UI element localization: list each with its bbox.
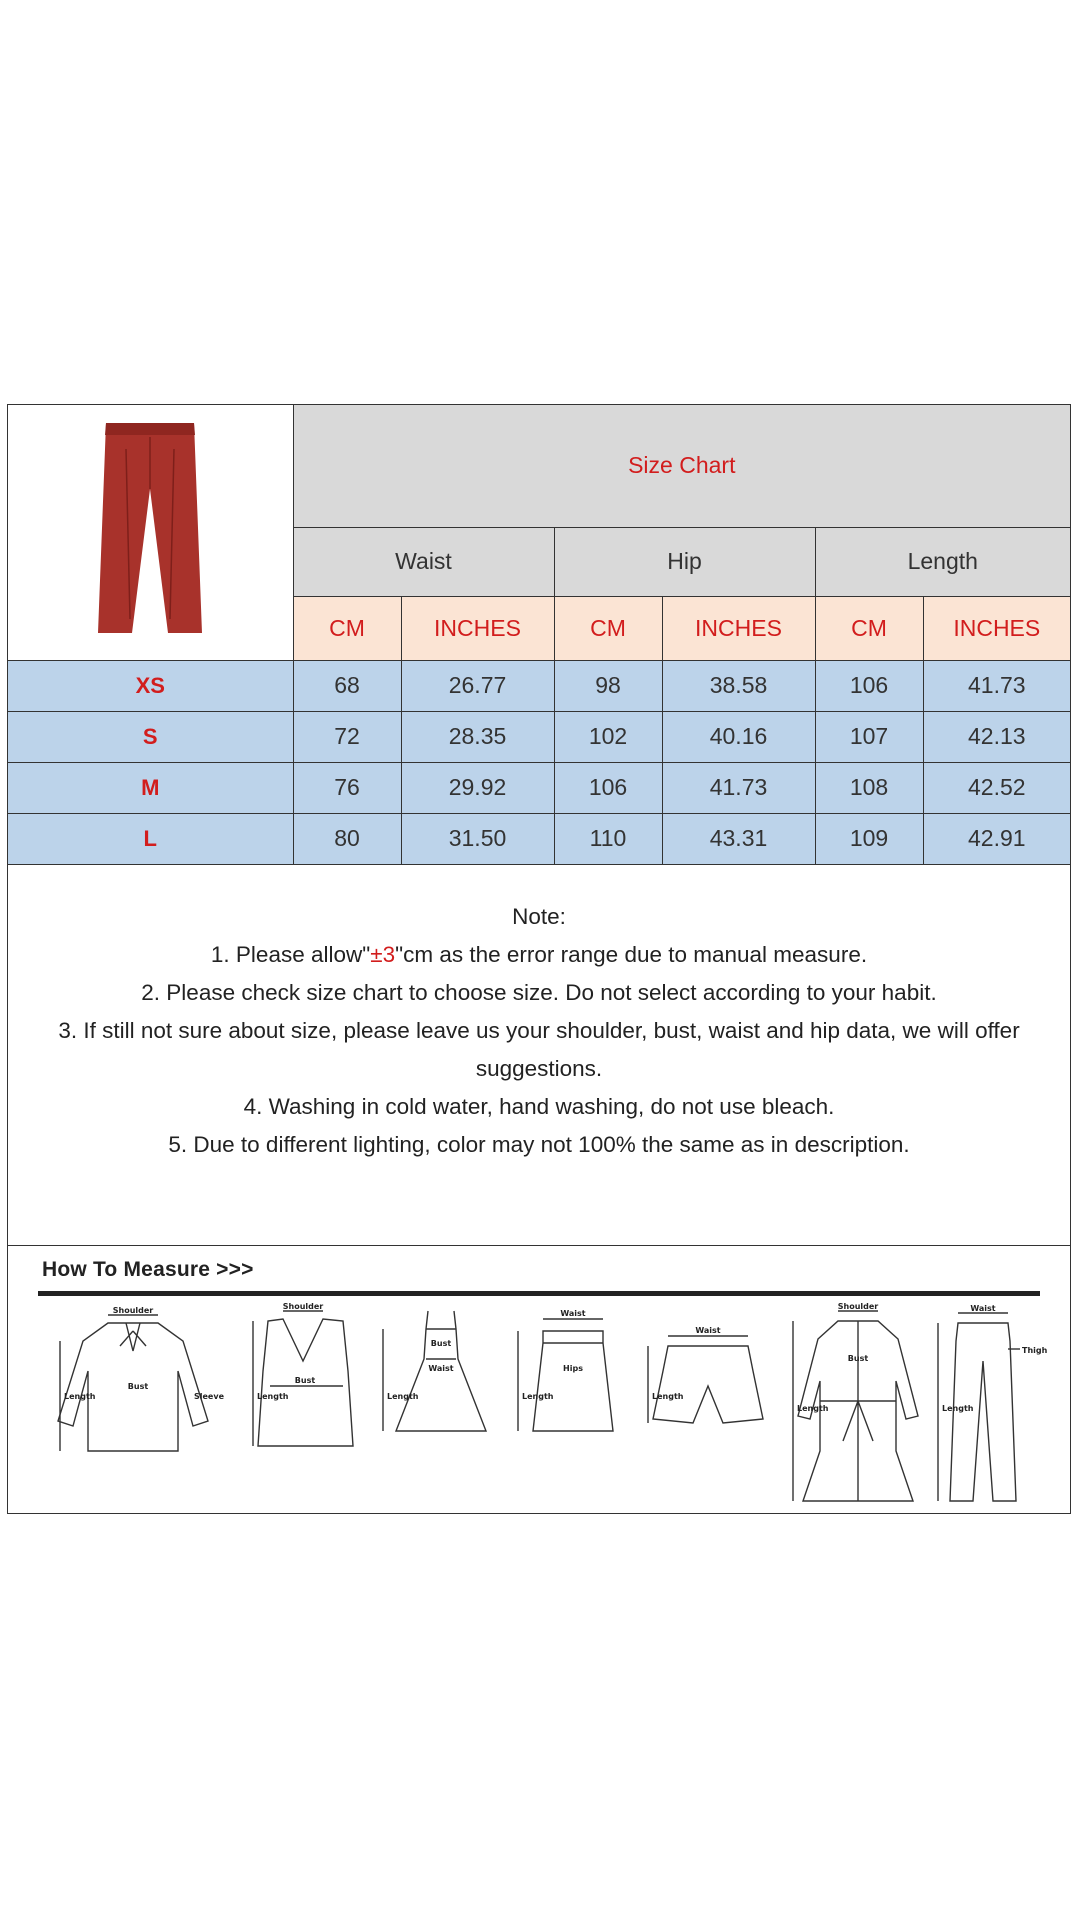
note-line-3-cont: suggestions.: [475, 1056, 603, 1081]
label-length: Length: [522, 1392, 554, 1401]
label-shoulder: Shoulder: [282, 1302, 324, 1311]
table-row: [8, 813, 1070, 864]
skirt-diagram-icon: [518, 1319, 613, 1431]
table-cell: 107: [815, 711, 923, 762]
table-row: [8, 660, 1070, 711]
note-line-1: [8, 936, 1070, 974]
label-waist: Waist: [428, 1364, 454, 1373]
label-length: Length: [387, 1392, 419, 1401]
shorts-diagram-icon: [648, 1336, 763, 1423]
label-length: Length: [797, 1404, 829, 1413]
table-cell: 42.91: [923, 813, 1070, 864]
label-hips: Hips: [563, 1364, 583, 1373]
table-row: [8, 711, 1070, 762]
unit-header: INCHES: [401, 596, 554, 660]
note-line-3: 3. If still not sure about size, please leave us your shoulder, bust, waist and hip data, we will offer: [58, 1018, 1020, 1043]
unit-header: INCHES: [923, 596, 1070, 660]
size-label: XS: [8, 660, 293, 711]
unit-header: INCHES: [662, 596, 815, 660]
table-cell: 29.92: [401, 762, 554, 813]
unit-header: CM: [815, 596, 923, 660]
label-bust: Bust: [294, 1376, 316, 1385]
label-bust: Bust: [430, 1339, 452, 1348]
group-header-length: Length: [815, 527, 1070, 596]
notes-section: [8, 864, 1070, 1246]
table-row: [8, 762, 1070, 813]
table-cell: 31.50: [401, 813, 554, 864]
how-to-measure-title: How To Measure >>>: [42, 1258, 254, 1281]
table-cell: 72: [293, 711, 401, 762]
size-chart-table: [8, 405, 1070, 865]
table-cell: 76: [293, 762, 401, 813]
table-cell: 108: [815, 762, 923, 813]
table-cell: 106: [815, 660, 923, 711]
notes-heading: Note:: [512, 904, 566, 929]
label-waist: Waist: [560, 1309, 586, 1318]
label-waist: Waist: [695, 1326, 721, 1335]
label-waist: Waist: [970, 1304, 996, 1313]
note-line-5: 5. Due to different lighting, color may not 100% the same as in description.: [168, 1132, 910, 1157]
table-cell: 109: [815, 813, 923, 864]
table-cell: 43.31: [662, 813, 815, 864]
table-cell: 80: [293, 813, 401, 864]
measure-diagrams: [8, 1301, 1070, 1513]
unit-header: CM: [554, 596, 662, 660]
size-label: S: [8, 711, 293, 762]
unit-header: CM: [293, 596, 401, 660]
group-header-waist: Waist: [293, 527, 554, 596]
table-cell: 28.35: [401, 711, 554, 762]
table-cell: 38.58: [662, 660, 815, 711]
error-range-value: ±3: [370, 942, 396, 967]
label-thigh: Thigh: [1022, 1346, 1048, 1355]
note-line-4: 4. Washing in cold water, hand washing, do not use bleach.: [243, 1094, 835, 1119]
size-label: L: [8, 813, 293, 864]
group-header-hip: Hip: [554, 527, 815, 596]
label-length: Length: [64, 1392, 96, 1401]
red-wide-leg-pants-icon: [90, 419, 210, 639]
size-chart-title: Size Chart: [293, 405, 1070, 527]
table-cell: 26.77: [401, 660, 554, 711]
table-cell: 41.73: [662, 762, 815, 813]
how-to-measure-section: [8, 1246, 1070, 1513]
table-cell: 98: [554, 660, 662, 711]
table-cell: 40.16: [662, 711, 815, 762]
table-cell: 42.52: [923, 762, 1070, 813]
size-label: M: [8, 762, 293, 813]
label-length: Length: [257, 1392, 289, 1401]
label-shoulder: Shoulder: [112, 1306, 154, 1315]
table-cell: 106: [554, 762, 662, 813]
size-chart-sheet: [7, 404, 1071, 1514]
note-text: 1. Please allow": [210, 942, 371, 967]
divider: [38, 1291, 1040, 1296]
label-length: Length: [942, 1404, 974, 1413]
table-cell: 68: [293, 660, 401, 711]
table-cell: 41.73: [923, 660, 1070, 711]
label-sleeve: Sleeve: [194, 1392, 224, 1401]
table-cell: 102: [554, 711, 662, 762]
table-cell: 110: [554, 813, 662, 864]
label-bust: Bust: [127, 1382, 149, 1391]
label-length: Length: [652, 1392, 684, 1401]
product-image-cell: [8, 405, 293, 660]
table-cell: 42.13: [923, 711, 1070, 762]
label-bust: Bust: [847, 1354, 869, 1363]
label-shoulder: Shoulder: [837, 1302, 879, 1311]
note-line-2: 2. Please check size chart to choose size. Do not select according to your habit.: [141, 980, 937, 1005]
note-text: "cm as the error range due to manual measure.: [395, 942, 868, 967]
